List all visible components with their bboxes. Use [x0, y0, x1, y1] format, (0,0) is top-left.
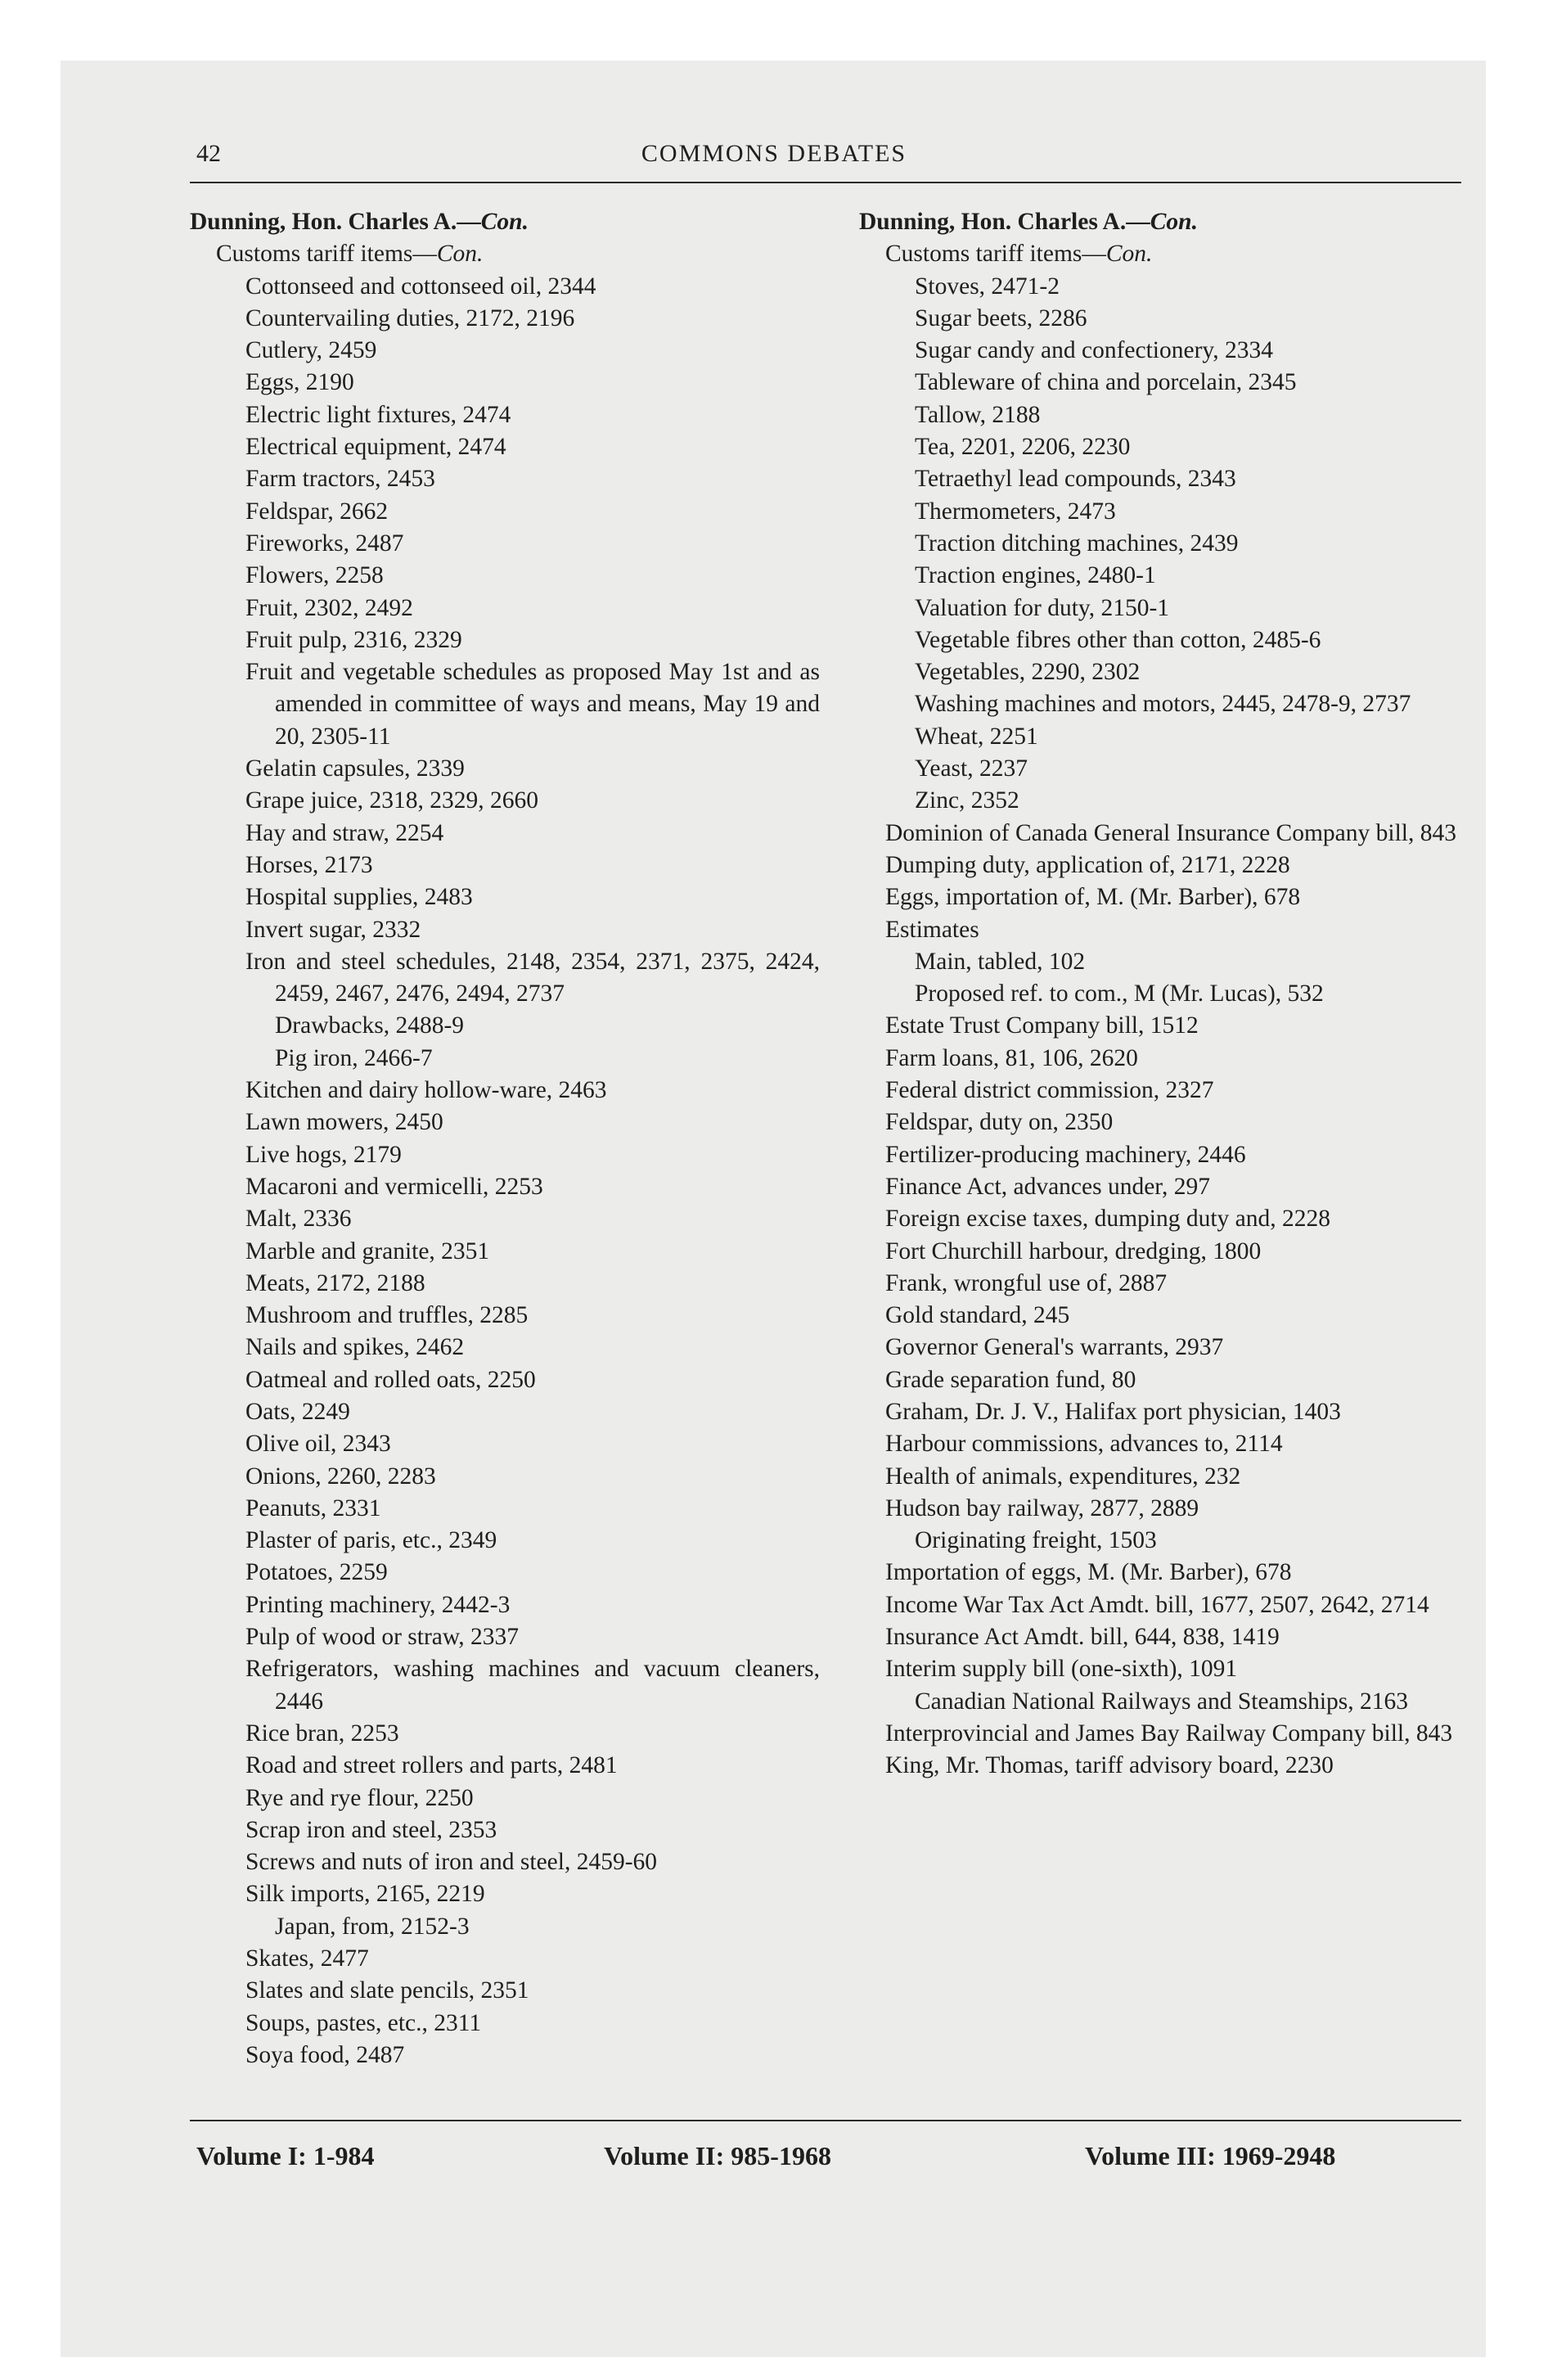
entry-text: Oatmeal and rolled oats, 2250 [245, 1366, 536, 1393]
index-entry [859, 1236, 1460, 1268]
index-entry [190, 1300, 820, 1332]
entry-text: Grade separation fund, 80 [885, 1366, 1136, 1393]
entry-text: Sugar candy and confectionery, 2334 [915, 337, 1273, 364]
index-entry [859, 1043, 1460, 1075]
index-entry [859, 978, 1460, 1010]
footer-volume-3: Volume III: 1969-2948 [1085, 2141, 1336, 2170]
entry-text: Interim supply bill (one-sixth), 1091 [885, 1656, 1238, 1683]
index-entry [859, 1621, 1460, 1653]
index-entry [190, 1911, 820, 1943]
index-entry [190, 1428, 820, 1460]
index-entry [859, 688, 1460, 720]
index-entry [859, 335, 1460, 367]
entry-text: Fireworks, 2487 [245, 530, 404, 557]
entry-text: Insurance Act Amdt. bill, 644, 838, 1419 [885, 1624, 1280, 1651]
entry-text: Customs tariff items— [216, 241, 437, 268]
entry-text: Live hogs, 2179 [245, 1141, 402, 1168]
index-entry [190, 624, 820, 656]
footer-volume-1: Volume I: 1-984 [196, 2141, 375, 2170]
entry-text: Fort Churchill harbour, dredging, 1800 [885, 1237, 1262, 1264]
entry-text: Malt, 2336 [245, 1206, 352, 1233]
index-entry [190, 1814, 820, 1846]
entry-text: Oats, 2249 [245, 1398, 350, 1425]
index-entry [190, 206, 820, 238]
index-entry [190, 593, 820, 624]
index-entry [190, 1589, 820, 1621]
index-entry [190, 946, 820, 1011]
entry-text: Customs tariff items— [885, 241, 1106, 268]
entry-text: Yeast, 2237 [915, 755, 1028, 782]
index-entry [190, 881, 820, 913]
entry-text: Estate Trust Company bill, 1512 [885, 1012, 1199, 1039]
index-entry [190, 367, 820, 399]
entry-text: Drawbacks, 2488-9 [275, 1012, 465, 1039]
entry-text: Refrigerators, washing machines and vacuum cleaners, 2446 [245, 1656, 820, 1715]
index-entry [190, 1943, 820, 1975]
index-entry [190, 1783, 820, 1814]
index-entry [190, 1364, 820, 1396]
entry-text: Onions, 2260, 2283 [245, 1463, 436, 1490]
index-entry [859, 656, 1460, 688]
entry-text: Pulp of wood or straw, 2337 [245, 1624, 520, 1651]
entry-text: Screws and nuts of iron and steel, 2459-60 [245, 1849, 658, 1876]
entry-text: Tetraethyl lead compounds, 2343 [915, 466, 1236, 493]
index-column-left [190, 206, 820, 2071]
entry-text: Proposed ref. to com., M (Mr. Lucas), 532 [915, 980, 1324, 1007]
index-entry [190, 1557, 820, 1589]
entry-continued-marker: Con. [1105, 241, 1153, 268]
entry-text: Importation of eggs, M. (Mr. Barber), 678 [885, 1559, 1292, 1586]
index-entry [190, 818, 820, 850]
entry-text: Foreign excise taxes, dumping duty and, 2228 [885, 1206, 1331, 1233]
index-entry [190, 463, 820, 495]
entry-text: Dumping duty, application of, 2171, 2228 [885, 851, 1290, 878]
entry-text: Marble and granite, 2351 [245, 1237, 490, 1264]
index-entry [190, 560, 820, 592]
entry-text: Peanuts, 2331 [245, 1494, 381, 1521]
index-entry [859, 238, 1460, 270]
entry-text: Sugar beets, 2286 [915, 304, 1087, 331]
entry-text: Rye and rye flour, 2250 [245, 1784, 474, 1811]
index-entry [859, 1075, 1460, 1107]
index-entry [190, 1171, 820, 1203]
entry-text: Dominion of Canada General Insurance Company bill, 843 [885, 819, 1456, 846]
index-entry [859, 624, 1460, 656]
entry-text: Soya food, 2487 [245, 2041, 405, 2068]
index-entry [859, 1010, 1460, 1042]
entry-text: Farm tractors, 2453 [245, 466, 435, 493]
index-entry [190, 1332, 820, 1364]
index-entry [859, 850, 1460, 881]
entry-text: Washing machines and motors, 2445, 2478-9, 2737 [915, 691, 1411, 718]
entry-text: Horses, 2173 [245, 851, 373, 878]
entry-text: Eggs, importation of, M. (Mr. Barber), 678 [885, 884, 1301, 911]
index-entry [859, 1364, 1460, 1396]
entry-text: Fertilizer-producing machinery, 2446 [885, 1141, 1246, 1168]
index-entry [190, 914, 820, 946]
entry-text: Stoves, 2471-2 [915, 273, 1060, 300]
entry-text: Road and street rollers and parts, 2481 [245, 1752, 618, 1779]
entry-text: Tallow, 2188 [915, 401, 1041, 428]
entry-text: Estimates [885, 916, 979, 943]
index-entry [190, 303, 820, 335]
entry-text: Nails and spikes, 2462 [245, 1334, 465, 1361]
index-entry [859, 463, 1460, 495]
entry-text: Wheat, 2251 [915, 723, 1038, 750]
index-entry [190, 1396, 820, 1428]
index-entry [190, 1075, 820, 1107]
entry-text: Meats, 2172, 2188 [245, 1269, 425, 1296]
entry-text: Farm loans, 81, 106, 2620 [885, 1044, 1138, 1071]
index-entry [190, 753, 820, 785]
index-entry [859, 593, 1460, 624]
entry-text: Finance Act, advances under, 297 [885, 1173, 1210, 1200]
index-entry [190, 1493, 820, 1525]
index-entry [190, 1718, 820, 1750]
index-entry [859, 1525, 1460, 1557]
entry-text: Mushroom and truffles, 2285 [245, 1302, 529, 1329]
entry-text: Feldspar, 2662 [245, 498, 389, 525]
index-entry [859, 721, 1460, 753]
index-entry [190, 1010, 820, 1042]
index-entry [190, 431, 820, 463]
page-number: 42 [196, 140, 221, 167]
entry-continued-marker: Con. [1150, 209, 1198, 235]
entry-text: Flowers, 2258 [245, 562, 384, 589]
index-entry [859, 1139, 1460, 1171]
entry-text: Invert sugar, 2332 [245, 916, 421, 943]
index-entry [859, 303, 1460, 335]
index-entry [859, 946, 1460, 978]
entry-text: Tableware of china and porcelain, 2345 [915, 369, 1297, 396]
entry-text: Gelatin capsules, 2339 [245, 755, 465, 782]
entry-text: Vegetable fibres other than cotton, 2485-6 [915, 626, 1321, 653]
index-entry [859, 785, 1460, 817]
entry-text: Japan, from, 2152-3 [275, 1913, 470, 1940]
entry-text: Federal district commission, 2327 [885, 1077, 1214, 1104]
index-entry [859, 1332, 1460, 1364]
index-entry [859, 881, 1460, 913]
entry-text: Electric light fixtures, 2474 [245, 401, 511, 428]
entry-text: Frank, wrongful use of, 2887 [885, 1269, 1168, 1296]
index-entry [859, 1750, 1460, 1782]
entry-text: Fruit, 2302, 2492 [245, 594, 413, 621]
entry-text: Valuation for duty, 2150-1 [915, 594, 1170, 621]
index-entry [859, 496, 1460, 528]
entry-text: Macaroni and vermicelli, 2253 [245, 1173, 543, 1200]
entry-text: Cottonseed and cottonseed oil, 2344 [245, 273, 596, 300]
entry-text: Potatoes, 2259 [245, 1559, 388, 1586]
entry-continued-marker: Con. [480, 209, 529, 235]
index-entry [190, 1203, 820, 1235]
entry-text: Health of animals, expenditures, 232 [885, 1463, 1241, 1490]
footer-volume-2: Volume II: 985-1968 [604, 2141, 831, 2170]
index-entry [190, 2008, 820, 2040]
entry-text: Feldspar, duty on, 2350 [885, 1109, 1114, 1136]
entry-text: Hospital supplies, 2483 [245, 884, 473, 911]
entry-text: Vegetables, 2290, 2302 [915, 659, 1141, 686]
entry-text: Plaster of paris, etc., 2349 [245, 1527, 497, 1554]
running-head: COMMONS DEBATES [641, 140, 907, 167]
entry-text: Fruit and vegetable schedules as proposed May 1st and as amended in committee of ways and means, May 19 and 20, 2305-11 [245, 659, 820, 750]
index-entry [190, 335, 820, 367]
index-entry [190, 1525, 820, 1557]
entry-text: Governor General's warrants, 2937 [885, 1334, 1224, 1361]
index-entry [859, 1589, 1460, 1621]
header-rule [190, 182, 1461, 183]
index-entry [859, 1107, 1460, 1138]
entry-text: Rice bran, 2253 [245, 1720, 399, 1747]
index-entry [190, 850, 820, 881]
entry-text: Printing machinery, 2442-3 [245, 1591, 511, 1618]
index-entry [190, 656, 820, 753]
index-entry [190, 1107, 820, 1138]
index-entry [859, 1493, 1460, 1525]
index-entry [190, 2040, 820, 2071]
index-entry [859, 431, 1460, 463]
index-entry [859, 1718, 1460, 1750]
entry-text: Grape juice, 2318, 2329, 2660 [245, 787, 539, 814]
entry-text: Pig iron, 2466-7 [275, 1044, 433, 1071]
index-entry [859, 1300, 1460, 1332]
entry-text: Graham, Dr. J. V., Halifax port physician, 1403 [885, 1398, 1341, 1425]
entry-text: Eggs, 2190 [245, 369, 354, 396]
index-entry [190, 1621, 820, 1653]
entry-text: Soups, pastes, etc., 2311 [245, 2009, 482, 2036]
entry-text: Silk imports, 2165, 2219 [245, 1881, 485, 1908]
index-entry [190, 1750, 820, 1782]
entry-text: Hay and straw, 2254 [245, 819, 444, 846]
entry-text: Main, tabled, 102 [915, 948, 1086, 975]
index-column-right [859, 206, 1460, 1783]
entry-text: Traction engines, 2480-1 [915, 562, 1156, 589]
entry-text: Thermometers, 2473 [915, 498, 1116, 525]
entry-text: Kitchen and dairy hollow-ware, 2463 [245, 1077, 607, 1104]
index-entry [859, 753, 1460, 785]
entry-text: Traction ditching machines, 2439 [915, 530, 1239, 557]
entry-text: Interprovincial and James Bay Railway Company bill, 843 [885, 1720, 1453, 1747]
entry-text: Income War Tax Act Amdt. bill, 1677, 2507, 2642, 2714 [885, 1591, 1429, 1618]
entry-text: Skates, 2477 [245, 1945, 369, 1972]
index-entry [190, 1268, 820, 1300]
entry-text: Hudson bay railway, 2877, 2889 [885, 1494, 1199, 1521]
entry-text: Originating freight, 1503 [915, 1527, 1157, 1554]
index-entry [859, 528, 1460, 560]
index-entry [859, 206, 1460, 238]
footer-rule [190, 2120, 1461, 2121]
entry-text: Iron and steel schedules, 2148, 2354, 2371, 2375, 2424, 2459, 2467, 2476, 2494, 2737 [245, 948, 820, 1007]
index-entry [859, 271, 1460, 303]
entry-text: King, Mr. Thomas, tariff advisory board, 2230 [885, 1752, 1334, 1779]
entry-text: Scrap iron and steel, 2353 [245, 1816, 497, 1843]
index-entry [859, 818, 1460, 850]
entry-continued-marker: Con. [436, 241, 484, 268]
index-entry [859, 1461, 1460, 1493]
entry-text: Electrical equipment, 2474 [245, 434, 506, 461]
entry-text: Lawn mowers, 2450 [245, 1109, 443, 1136]
index-entry [859, 1686, 1460, 1718]
index-entry [190, 1043, 820, 1075]
entry-text: Harbour commissions, advances to, 2114 [885, 1431, 1283, 1458]
entry-text: Zinc, 2352 [915, 787, 1019, 814]
index-entry [859, 1171, 1460, 1203]
index-entry [190, 1653, 820, 1718]
index-entry [190, 1975, 820, 2007]
index-entry [190, 1139, 820, 1171]
entry-text: Dunning, Hon. Charles A.— [190, 209, 481, 235]
index-entry [859, 1203, 1460, 1235]
index-entry [190, 1878, 820, 1910]
entry-text: Countervailing duties, 2172, 2196 [245, 304, 575, 331]
entry-text: Tea, 2201, 2206, 2230 [915, 434, 1131, 461]
index-entry [859, 367, 1460, 399]
index-entry [190, 1846, 820, 1878]
index-entry [859, 1428, 1460, 1460]
index-entry [859, 560, 1460, 592]
entry-text: Canadian National Railways and Steamships, 2163 [915, 1688, 1409, 1715]
index-entry [190, 496, 820, 528]
index-entry [190, 1236, 820, 1268]
entry-text: Fruit pulp, 2316, 2329 [245, 626, 462, 653]
entry-text: Gold standard, 245 [885, 1302, 1070, 1329]
index-entry [859, 1653, 1460, 1685]
entry-text: Slates and slate pencils, 2351 [245, 1977, 529, 2004]
index-entry [859, 1268, 1460, 1300]
index-entry [859, 914, 1460, 946]
index-entry [859, 399, 1460, 431]
index-entry [859, 1396, 1460, 1428]
index-entry [859, 1557, 1460, 1589]
entry-text: Dunning, Hon. Charles A.— [859, 209, 1150, 235]
index-entry [190, 1461, 820, 1493]
index-entry [190, 528, 820, 560]
entry-text: Cutlery, 2459 [245, 337, 377, 364]
index-entry [190, 785, 820, 817]
index-entry [190, 271, 820, 303]
entry-text: Olive oil, 2343 [245, 1431, 391, 1458]
index-entry [190, 399, 820, 431]
index-entry [190, 238, 820, 270]
